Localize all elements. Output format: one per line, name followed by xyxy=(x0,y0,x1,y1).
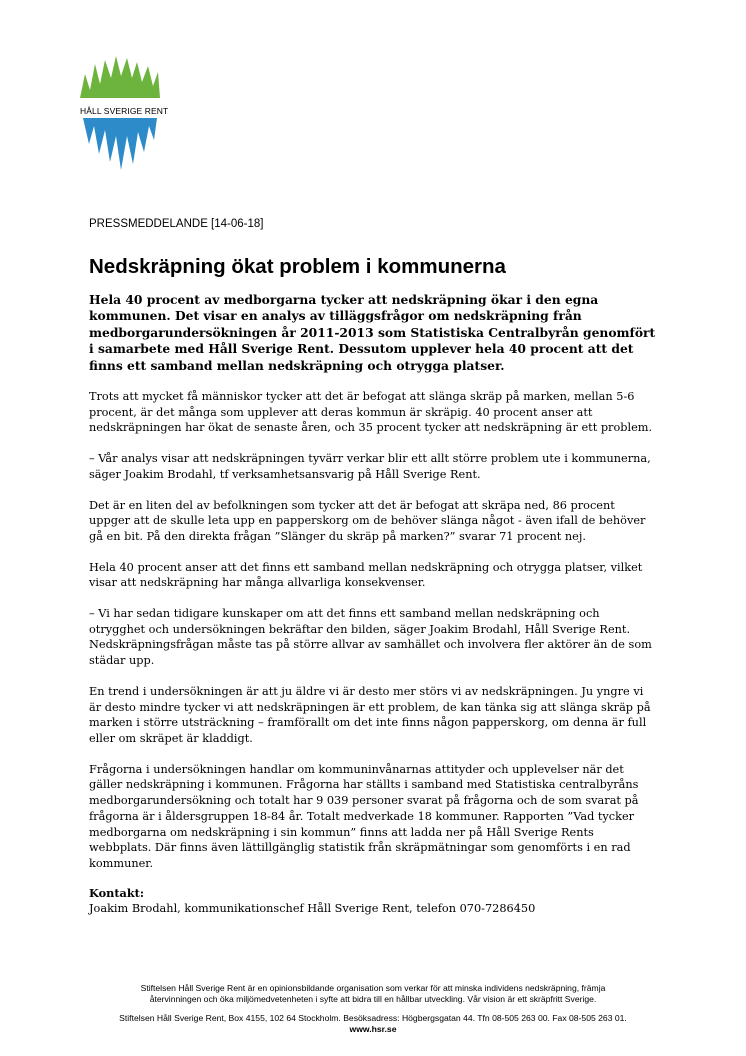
article-paragraph: Hela 40 procent anser att det finns ett samband mellan nedskräpning och otrygga platser, vilket visar att nedskräpning har många allvarliga konsekvenser. xyxy=(89,560,643,590)
contact-heading: Kontakt: xyxy=(89,885,145,900)
hsr-logo xyxy=(80,52,169,172)
article-paragraph: Frågorna i undersökningen handlar om kommuninvånarnas attityder och upplevelser när det gäller nedskräpning i kommunen. Frågorna har ställts i samband med Statistiska centralbyråns medborgarundersökning och totalt har 9 039 personer svarat på frågorna och de som svarat på frågorna är i åldersgruppen 18-84 år. Totalt medverkade 18 kommuner. Rapporten ”Vad tycker medborgarna om nedskräpning i sin kommun” finns att ladda ner på Håll Sverige Rents webbplats. Där finns även lättillgänglig statistik från skräpmätningar som genomförts i en rad kommuner. xyxy=(89,762,639,870)
article-paragraph: – Vi har sedan tidigare kunskaper om att det finns ett samband mellan nedskräpning och otrygghet och undersökningen bekräftar den bilden, säger Joakim Brodahl, Håll Sverige Rent. Nedskräpningsfrågan måste tas på större allvar av samhället och involvera fler aktörer än de som städar upp. xyxy=(89,607,652,668)
logo-green-mountains xyxy=(80,56,160,98)
footer-description-1: Stiftelsen Håll Sverige Rent är en opinionsbildande organisation som verkar för att minska individens nedskräpning, främja xyxy=(140,983,606,993)
logo-blue-reflection xyxy=(83,118,157,170)
footer-address: Stiftelsen Håll Sverige Rent, Box 4155, 102 64 Stockholm. Besöksadress: Högbergsgatan 44. Tfn 08-505 263 00. Fax 08-505 263 01. xyxy=(119,1013,627,1023)
page-footer xyxy=(30,983,716,1035)
article-paragraph: Det är en liten del av befolkningen som tycker att det är befogat att skräpa ned, 86 procent uppger att de skulle leta upp en papperskorg om de behöver slänga något - även ifall de behöver gå en bit. På den direkta frågan ”Slänger du skräp på marken?” svarar 71 procent nej. xyxy=(89,498,646,543)
article-lead: Hela 40 procent av medborgarna tycker att nedskräpning ökar i den egna kommunen. Det visar en analys av tilläggsfrågor om nedskräpning från medborgarundersökningen år 2011-2013 som Statistiska Centralbyrån genomfört i samarbete med Håll Sverige Rent. Dessutom upplever hela 40 procent att det finns ett samband mellan nedskräpning och otrygga platser. xyxy=(89,292,656,373)
contact-details: Joakim Brodahl, kommunikationschef Håll Sverige Rent, telefon 070-7286450 xyxy=(89,902,536,916)
article-title: Nedskräpning ökat problem i kommunerna xyxy=(89,255,506,278)
press-release xyxy=(89,216,659,917)
footer-website-link[interactable]: www.hsr.se xyxy=(349,1024,397,1034)
footer-description-2: återvinningen och öka miljömedvetenheten i syfte att bidra till en hållbar utveckling. Vår vision är ett skräpfritt Sverige. xyxy=(149,994,597,1004)
logo-text: HÅLL SVERIGE RENT xyxy=(80,106,169,116)
article-paragraph: En trend i undersökningen är att ju äldre vi är desto mer störs vi av nedskräpningen. Ju yngre vi är desto mindre tycker vi att nedskräpningen är ett problem, de kan tänka sig att slänga skräp på marken i större utsträckning – framförallt om det inte finns någon papperskorg, om denna är full eller om skräpet är kladdigt. xyxy=(89,684,651,745)
contact-block xyxy=(89,886,659,917)
article-paragraph: – Vår analys visar att nedskräpningen tyvärr verkar blir ett allt större problem ute i kommunerna, säger Joakim Brodahl, tf verksamhetsansvarig på Håll Sverige Rent. xyxy=(89,452,651,481)
article-paragraph: Trots att mycket få människor tycker att det är befogat att slänga skräp på marken, mellan 5-6 procent, är det många som upplever att deras kommun är skräpig. 40 procent anser att nedskräpningen har ökat de senaste åren, och 35 procent tycker att nedskräpning är ett problem. xyxy=(89,390,653,435)
press-release-label: PRESSMEDDELANDE [14-06-18] xyxy=(89,218,264,230)
